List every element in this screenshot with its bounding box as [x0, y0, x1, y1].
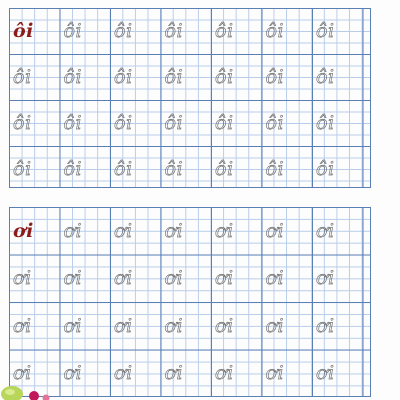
trace-syllable — [60, 255, 111, 303]
syllable-text: ơi — [13, 314, 32, 337]
syllable-text: ôi — [164, 20, 184, 42]
syllable-text: ơi — [63, 314, 83, 337]
syllable-text: ôi — [63, 158, 83, 180]
syllable-text: ơi — [215, 219, 234, 242]
trace-syllable — [60, 302, 111, 350]
trace-syllable — [161, 207, 212, 255]
trace-syllable — [60, 54, 111, 100]
syllable-text: ơi — [265, 314, 285, 337]
syllable-text: ôi — [265, 112, 285, 134]
syllable-text: ơi — [265, 362, 285, 385]
syllable-text: ơi — [114, 362, 133, 385]
syllable-text: ôi — [164, 66, 184, 88]
trace-syllable — [211, 100, 262, 146]
trace-syllable — [211, 54, 262, 100]
trace-syllable — [262, 350, 313, 398]
syllable-text: ôi — [63, 66, 83, 88]
syllable-text: ơi — [316, 362, 335, 385]
practice-grid-oi-circumflex — [9, 8, 371, 188]
trace-syllable — [262, 255, 313, 303]
trace-syllable — [110, 350, 161, 398]
syllable-text: ơi — [114, 219, 133, 242]
syllable-text: ơi — [63, 267, 83, 290]
trace-syllable — [312, 100, 363, 146]
trace-syllable — [9, 100, 60, 146]
syllable-text: ôi — [265, 66, 285, 88]
trace-syllable — [9, 54, 60, 100]
syllable-text: ơi — [114, 314, 133, 337]
trace-syllable — [211, 255, 262, 303]
syllable-text: ơi — [265, 267, 285, 290]
trace-syllable — [9, 302, 60, 350]
syllable-text: ơi — [114, 267, 133, 290]
syllable-text: ơi — [63, 219, 83, 242]
trace-syllable — [161, 100, 212, 146]
syllable-text: ơi — [164, 362, 184, 385]
trace-syllable — [9, 255, 60, 303]
syllable-text: ôi — [13, 158, 32, 180]
trace-syllable — [161, 350, 212, 398]
syllable-text: ơi — [215, 362, 234, 385]
syllable-text: ôi — [215, 158, 234, 180]
syllable-text: ơi — [13, 267, 32, 290]
syllable-text: ôi — [13, 112, 32, 134]
trace-syllable — [262, 302, 313, 350]
trace-syllable — [60, 350, 111, 398]
syllable-text: ôi — [316, 112, 335, 134]
syllable-text: ơi — [316, 314, 335, 337]
trace-syllable — [262, 207, 313, 255]
decorative-leaves-icon — [0, 378, 60, 400]
syllable-text: ôi — [316, 66, 335, 88]
syllable-text: ơi — [316, 219, 335, 242]
trace-syllable — [110, 207, 161, 255]
syllable-text: ôi — [63, 112, 83, 134]
syllable-text: ơi — [164, 314, 184, 337]
trace-syllable — [211, 207, 262, 255]
syllable-text: ơi — [215, 267, 234, 290]
trace-syllable — [262, 100, 313, 146]
syllable-text: ôi — [114, 66, 133, 88]
syllable-text: ôi — [215, 20, 234, 42]
syllable-text: ơi — [13, 362, 32, 385]
trace-syllable — [110, 255, 161, 303]
syllable-text: ôi — [63, 20, 83, 42]
syllable-text: ôi — [215, 66, 234, 88]
syllable-text: ôi — [265, 158, 285, 180]
syllable-text: ôi — [13, 66, 32, 88]
syllable-text: ôi — [114, 20, 133, 42]
practice-grid-oi-horn — [9, 207, 371, 397]
syllable-text: ôi — [114, 158, 133, 180]
trace-syllable — [211, 146, 262, 192]
syllable-text: ơi — [164, 267, 184, 290]
trace-syllable — [312, 302, 363, 350]
trace-syllable — [60, 8, 111, 54]
trace-syllable — [161, 54, 212, 100]
trace-syllable — [60, 100, 111, 146]
trace-syllable — [262, 8, 313, 54]
model-syllable — [9, 207, 60, 255]
trace-syllable — [161, 146, 212, 192]
syllable-text: ơi — [63, 362, 83, 385]
trace-syllable — [60, 207, 111, 255]
trace-syllable — [312, 255, 363, 303]
trace-syllable — [110, 8, 161, 54]
trace-syllable — [312, 8, 363, 54]
trace-syllable — [110, 100, 161, 146]
syllable-text: ôi — [316, 158, 335, 180]
trace-syllable — [312, 54, 363, 100]
trace-syllable — [211, 302, 262, 350]
trace-syllable — [161, 255, 212, 303]
syllable-text: ôi — [215, 112, 234, 134]
syllable-text: ôi — [164, 158, 184, 180]
syllable-text: ơi — [316, 267, 335, 290]
syllable-text: ôi — [13, 20, 34, 42]
trace-syllable — [110, 302, 161, 350]
trace-syllable — [60, 146, 111, 192]
model-syllable — [9, 8, 60, 54]
trace-syllable — [161, 8, 212, 54]
trace-syllable — [312, 350, 363, 398]
trace-syllable — [211, 350, 262, 398]
syllable-text: ôi — [316, 20, 335, 42]
syllable-text: ôi — [265, 20, 285, 42]
trace-syllable — [161, 302, 212, 350]
trace-syllable — [312, 207, 363, 255]
trace-syllable — [262, 146, 313, 192]
syllable-text: ôi — [164, 112, 184, 134]
trace-syllable — [110, 146, 161, 192]
trace-syllable — [312, 146, 363, 192]
trace-syllable — [110, 54, 161, 100]
trace-syllable — [262, 54, 313, 100]
syllable-text: ơi — [215, 314, 234, 337]
syllable-text: ơi — [265, 219, 285, 242]
syllable-text: ơi — [164, 219, 184, 242]
trace-syllable — [211, 8, 262, 54]
syllable-text: ơi — [13, 219, 34, 242]
trace-syllable — [9, 146, 60, 192]
syllable-text: ôi — [114, 112, 133, 134]
